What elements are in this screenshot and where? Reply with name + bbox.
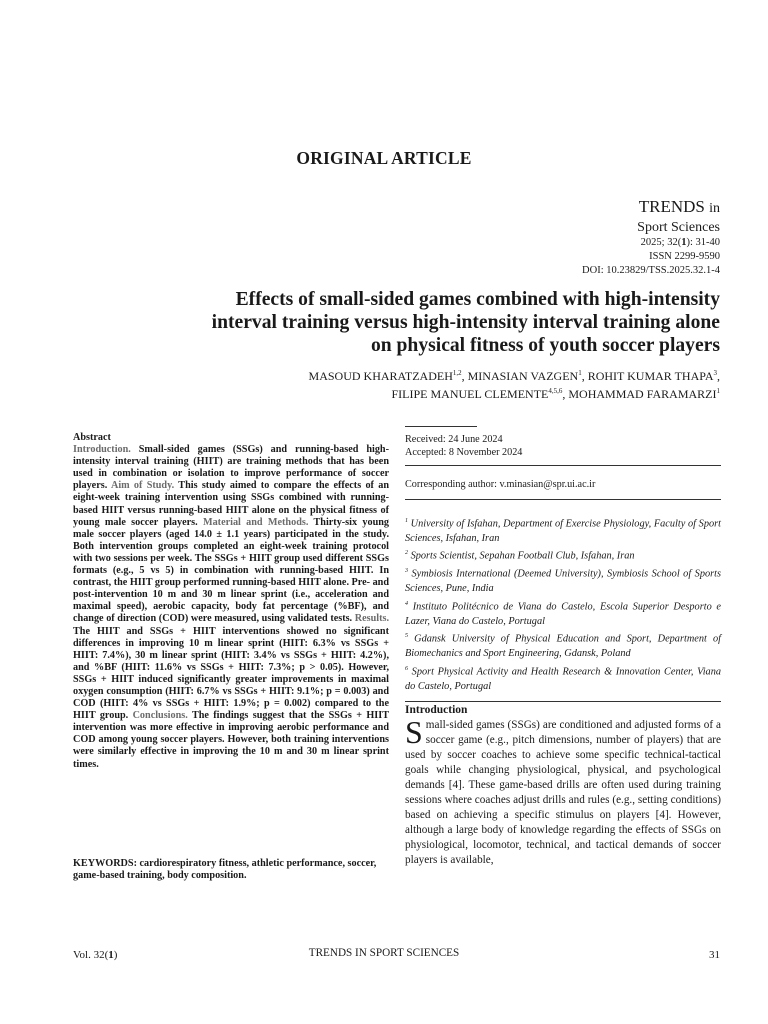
affiliation-text: Sport Physical Activity and Health Research & Innovation Center, Viana do Castelo, Portugal <box>405 666 721 692</box>
affiliation-item <box>405 514 721 546</box>
abstract-body <box>73 444 389 771</box>
divider <box>405 701 721 702</box>
author-affil: 3 <box>713 369 717 377</box>
introduction-body <box>405 714 721 868</box>
journal-doi: DOI: 10.23829/TSS.2025.32.1-4 <box>582 265 720 276</box>
author-affil: 4,5,6 <box>548 387 563 395</box>
author-affil: 1 <box>716 387 720 395</box>
affiliation-number: 1 <box>405 518 408 524</box>
article-title <box>70 288 720 357</box>
divider <box>405 465 721 466</box>
journal-citation <box>582 236 720 250</box>
affiliation-item <box>405 629 721 661</box>
affiliations <box>405 514 721 694</box>
author-name: , ROHIT KUMAR THAPA <box>581 369 714 383</box>
journal-subtitle: Sport Sciences <box>637 220 720 235</box>
keywords: KEYWORDS: cardiorespiratory fitness, athletic performance, soccer, game-based training, body composition. <box>73 858 377 882</box>
author-separator: , <box>717 369 720 383</box>
authors-line-1 <box>40 366 720 384</box>
corresponding-author: Corresponding author: v.minasian@spr.ui.ac.ir <box>405 479 596 490</box>
journal-name-main: TRENDS <box>638 197 705 216</box>
affiliation-text: Sports Scientist, Sepahan Football Club, Isfahan, Iran <box>408 550 635 562</box>
drop-cap: S <box>405 714 423 750</box>
title-line-2: interval training versus high-intensity interval training alone <box>211 312 720 333</box>
abstract <box>73 432 389 771</box>
authors-line-2 <box>40 384 720 402</box>
affiliation-number: 6 <box>405 665 408 672</box>
abstract-aim-label: Aim of Study. <box>110 480 175 492</box>
title-line-3: on physical fitness of youth soccer players <box>370 335 720 356</box>
abstract-methods-label: Material and Methods. <box>202 516 309 528</box>
citation-issue: 1 <box>681 237 687 248</box>
abstract-intro-label: Introduction. <box>73 444 131 456</box>
volume-post: ) <box>113 949 118 961</box>
affiliation-number: 4 <box>405 600 408 607</box>
abstract-conclusions-label: Conclusions. <box>132 710 188 722</box>
received-date: Received: 24 June 2024 <box>405 434 503 445</box>
affiliation-text: Instituto Politécnico de Viana do Castelo, Escola Superior Desporto e Lazer, Viana do Castelo, Portugal <box>405 601 721 627</box>
journal-block <box>582 197 720 278</box>
author-name: , MINASIAN VAZGEN <box>461 369 579 383</box>
affiliation-item <box>405 662 721 694</box>
author-affil: 1 <box>578 369 582 377</box>
citation-pre: 2025; 32( <box>640 237 682 248</box>
introduction-text: mall-sided games (SSGs) are conditioned and adjusted forms of a soccer game (e.g., pitch dimensions, number of players) that are used by soccer coaches to achieve some specific technical-tactical goals while changing physiological, physical, and psychological demands [4]. These game-based drills are often used during training sessions where coaches adjust drills and rules (e.g., setting conditions) based on achieving a specific stimulus on players [4]. However, although a large body of knowledge regarding the effects of SSGs on physiological, locomotor, technical, and tactical demands of soccer players is available, <box>405 719 721 866</box>
journal-name <box>582 197 720 219</box>
divider <box>405 499 721 500</box>
volume-pre: Vol. 32( <box>73 949 109 961</box>
affiliation-text: Gdansk University of Physical Education and Sport, Department of Biomechanics and Sport Engineering, Gdansk, Poland <box>405 633 721 660</box>
article-info-column <box>405 424 721 702</box>
page-number: 31 <box>709 949 720 961</box>
article-type: ORIGINAL ARTICLE <box>296 148 472 168</box>
accepted-date: Accepted: 8 November 2024 <box>405 447 523 458</box>
abstract-conclusions-text: The findings suggest that the SSGs + HIIT intervention was more effective in improving aerobic performance and COD among young soccer players. However, both training interventions were similarly effective in improving the 10 m and 30 m linear sprint times. <box>73 710 389 770</box>
affiliation-item <box>405 546 721 564</box>
abstract-aim-text: This study aimed to compare the effects of an eight-week training intervention using SSGs combined with running-based HIIT versus running-based HIIT alone on the physical fitness of young male soccer players. <box>73 480 389 528</box>
affiliation-number: 5 <box>405 633 408 640</box>
author-name: , MOHAMMAD FARAMARZI <box>562 387 717 401</box>
affiliation-item <box>405 597 721 629</box>
volume-issue: 1 <box>108 949 114 961</box>
abstract-methods-text: Thirty-six young male soccer players (aged 14.0 ± 1.1 years) participated in the study. Both intervention groups completed an eight-week training protocol with two sessions per week. The SSGs + HIIT group used different SSGs formats (e.g., 5 vs 5) in combination with running-based HIIT. In contrast, the HIIT group performed running-based HIIT alone. Pre- and post-intervention 10 m and 30 m linear sprint (i.e., acceleration and maximal speed), aerobic capacity, body fat percentage (%BF), and change of direction (COD) were measured, using validated tests. <box>73 516 389 625</box>
journal-name-in: in <box>709 201 720 216</box>
affiliation-item <box>405 564 721 596</box>
abstract-intro-text: Small-sided games (SSGs) and running-based high-intensity interval training (HIIT) are training methods that has been used in combination or isolation to improve performance of soccer players. <box>73 444 389 492</box>
abstract-heading: Abstract <box>73 432 111 443</box>
footer-journal: TRENDS IN SPORT SCIENCES <box>308 947 460 959</box>
dates-block <box>405 433 721 459</box>
affiliation-text: University of Isfahan, Department of Exercise Physiology, Faculty of Sport Sciences, Isfahan, Iran <box>405 518 721 544</box>
author-list <box>40 366 720 402</box>
abstract-results-label: Results. <box>354 613 389 625</box>
journal-issn: ISSN 2299-9590 <box>649 251 720 262</box>
title-line-1: Effects of small-sided games combined with high-intensity <box>235 289 720 310</box>
citation-post: ): 31-40 <box>686 237 720 248</box>
affiliation-number: 3 <box>405 568 408 575</box>
author-affil: 1,2 <box>452 369 462 377</box>
abstract-results-text: The HIIT and SSGs + HIIT interventions showed no significant differences in improving 10 m linear sprint (HIIT: 6.3% vs SSGs + HIIT: 7.4%), 30 m linear sprint (HIIT: 3.4% vs SSGs + HIIT: 4.2%), and %BF (HIIT: 11.6% vs SSGs + HIIT: 7.3%; p > 0.05). However, SSGs + HIIT induced significantly greater improvements in maximal oxygen consumption (HIIT: 6.7% vs SSGs + HIIT: 9.1%; p = 0.003) and COD (HIIT: 4% vs SSGs + HIIT: 1.9%; p = 0.002) compared to the HIIT group. <box>73 625 389 722</box>
affiliation-text: Symbiosis International (Deemed University), Symbiosis School of Sports Sciences, Pune, India <box>405 568 721 595</box>
author-name: FILIPE MANUEL CLEMENTE <box>391 387 549 401</box>
affiliation-number: 2 <box>405 550 408 557</box>
divider <box>405 426 477 427</box>
introduction-heading: Introduction <box>405 704 468 716</box>
author-name: MASOUD KHARATZADEH <box>308 369 453 383</box>
